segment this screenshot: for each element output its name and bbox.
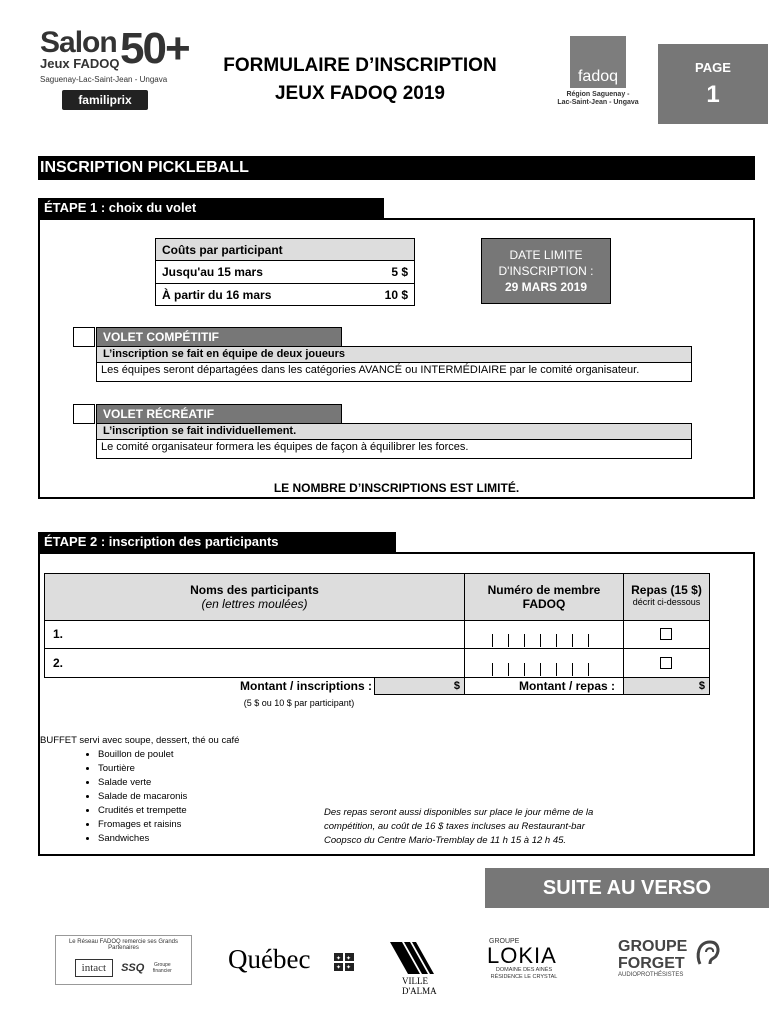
partners-logo	[55, 935, 192, 985]
deadline-line2: D'INSCRIPTION :	[498, 264, 594, 278]
participant-name-field[interactable]	[44, 620, 465, 649]
cost-table	[155, 238, 415, 306]
logo-salon-word: Salon	[40, 26, 117, 59]
col-header-names	[44, 573, 465, 621]
volet-competitif-line1: L’inscription se fait en équipe de deux joueurs	[96, 346, 692, 363]
buffet-list	[40, 748, 239, 846]
list-item: • Crudités et trempette	[98, 804, 239, 818]
fadoq-region-line2: Lac-Saint-Jean - Ungava	[557, 99, 639, 106]
volet-recreatif-line2: Le comité organisateur formera les équipes de façon à équilibrer les forces.	[96, 440, 692, 459]
dollar-sign: $	[453, 680, 460, 692]
total-meal-field[interactable]	[623, 677, 710, 695]
buffet-menu	[40, 734, 239, 846]
col-names-label: Noms des participants	[190, 583, 319, 597]
meal-checkbox[interactable]	[660, 657, 672, 669]
row-number: 1.	[53, 627, 64, 641]
col-header-meal	[623, 573, 710, 621]
lokia-groupe: GROUPE	[489, 938, 520, 945]
limited-note: LE NOMBRE D’INSCRIPTIONS EST LIMITÉ.	[273, 481, 520, 495]
list-item: • Salade verte	[98, 776, 239, 790]
svg-text:✦: ✦	[336, 965, 342, 971]
list-item: • Fromages et raisins	[98, 818, 239, 832]
page-indicator	[658, 44, 768, 124]
suite-au-verso: SUITE AU VERSO	[485, 868, 769, 908]
section-title: INSCRIPTION PICKLEBALL	[38, 156, 755, 180]
deadline-date: 29 MARS 2019	[504, 280, 588, 294]
volet-competitif-checkbox[interactable]	[73, 327, 95, 347]
volet-recreatif-checkbox[interactable]	[73, 404, 95, 424]
page-number: 1	[706, 81, 720, 108]
cost-title-row	[156, 239, 414, 261]
participants-table	[44, 573, 710, 708]
page-label: PAGE	[695, 60, 731, 75]
ssq-logo: SSQ	[121, 962, 145, 974]
ville-alma-logo	[388, 940, 452, 996]
member-number-field[interactable]	[464, 620, 624, 649]
ssq-sub: Groupe financier	[152, 962, 172, 974]
dollar-sign: $	[698, 680, 705, 692]
title-line-1: FORMULAIRE D’INSCRIPTION	[223, 55, 497, 76]
cost-price: 5 $	[391, 265, 408, 279]
title-line-2: JEUX FADOQ 2019	[274, 83, 446, 104]
alma-text: VILLE D'ALMA	[402, 976, 437, 996]
fadoq-region-line1: Région Saguenay -	[566, 91, 630, 98]
familiprix-text: familiprix	[78, 93, 132, 107]
lokia-word: LOKIA	[487, 943, 557, 968]
meal-cell	[623, 620, 710, 649]
total-registration-label: Montant / inscriptions :	[240, 679, 372, 693]
col-member-label: Numéro de membre	[487, 583, 601, 597]
cost-title: Coûts par participant	[162, 243, 283, 257]
col-meal-sub: décrit ci-dessous	[632, 597, 701, 607]
salon-50-logo	[40, 24, 189, 114]
familiprix-logo	[62, 90, 148, 110]
total-meal-label-cell	[464, 677, 624, 695]
logo-50-plus: 50+	[120, 24, 189, 73]
total-registration-field[interactable]	[374, 677, 465, 695]
fadoq-region	[536, 91, 660, 107]
step1-tab: ÉTAPE 1 : choix du volet	[38, 198, 384, 218]
step2-tab: ÉTAPE 2 : inscription des participants	[38, 532, 396, 552]
svg-text:✦: ✦	[346, 965, 352, 971]
svg-text:✦: ✦	[336, 956, 342, 962]
list-item: • Sandwiches	[98, 832, 239, 846]
quebec-flag-icon	[334, 953, 354, 971]
volet-recreatif-line1: L’inscription se fait individuellement.	[96, 423, 692, 440]
logo-jeux-fadoq: Jeux FADOQ	[40, 56, 120, 71]
deadline-box	[481, 238, 611, 304]
fadoq-logo-text: fadoq	[577, 68, 619, 85]
intact-logo: intact	[75, 959, 113, 977]
meal-note: Des repas seront aussi disponibles sur place le jour même de la compétition, au coût de 16 $ taxes incluses au Restaurant-bar Coopsco du Centre Mario-Tremblay de 11 h 15 à 12 h 45.	[324, 807, 594, 846]
total-registration-sub: (5 $ ou 10 $ par participant)	[243, 698, 355, 708]
list-item: • Tourtière	[98, 762, 239, 776]
total-meal-label: Montant / repas :	[518, 679, 615, 693]
member-number-field[interactable]	[464, 648, 624, 678]
row-number: 2.	[53, 656, 64, 670]
volet-competitif-line2: Les équipes seront départagées dans les catégories AVANCÉ ou INTERMÉDIAIRE par le comité organisateur.	[96, 363, 692, 382]
meal-cell	[623, 648, 710, 678]
list-item: • Salade de macaronis	[98, 790, 239, 804]
form-title	[190, 52, 530, 108]
forget-sub: AUDIOPROTHÉSISTES	[618, 972, 684, 978]
groupe-lokia-logo	[485, 938, 585, 993]
forget-line2: FORGET	[618, 955, 685, 972]
col-meal-label: Repas (15 $)	[631, 583, 702, 597]
cost-label: À partir du 16 mars	[162, 288, 272, 302]
col-member-label2: FADOQ	[522, 597, 566, 611]
deadline-line1: DATE LIMITE	[509, 248, 583, 262]
logo-region: Saguenay-Lac-Saint-Jean - Ungava	[40, 75, 168, 84]
forget-line1: GROUPE	[618, 938, 688, 955]
svg-text:✦: ✦	[346, 956, 352, 962]
volet-recreatif-title: VOLET RÉCRÉATIF	[96, 404, 342, 424]
participant-name-field[interactable]	[44, 648, 465, 678]
ear-icon	[694, 938, 722, 973]
partners-caption: Le Réseau FADOQ remercie ses Grands Partenaires	[68, 939, 179, 951]
cost-row	[156, 261, 414, 283]
buffet-intro: BUFFET servi avec soupe, dessert, thé ou café	[40, 735, 240, 746]
cost-label: Jusqu'au 15 mars	[162, 265, 263, 279]
col-names-sub: (en lettres moulées)	[201, 597, 308, 611]
cost-price: 10 $	[384, 288, 408, 302]
groupe-forget-logo	[618, 938, 723, 993]
col-header-member	[464, 573, 624, 621]
list-item: • Bouillon de poulet	[98, 748, 239, 762]
meal-checkbox[interactable]	[660, 628, 672, 640]
cost-row	[156, 283, 414, 305]
fadoq-logo	[570, 36, 626, 88]
lokia-sub: DOMAINE DES AINÉS RÉSIDENCE LE CRYSTAL	[490, 967, 558, 980]
quebec-logo: Québec	[228, 944, 311, 974]
volet-competitif-title: VOLET COMPÉTITIF	[96, 327, 342, 347]
